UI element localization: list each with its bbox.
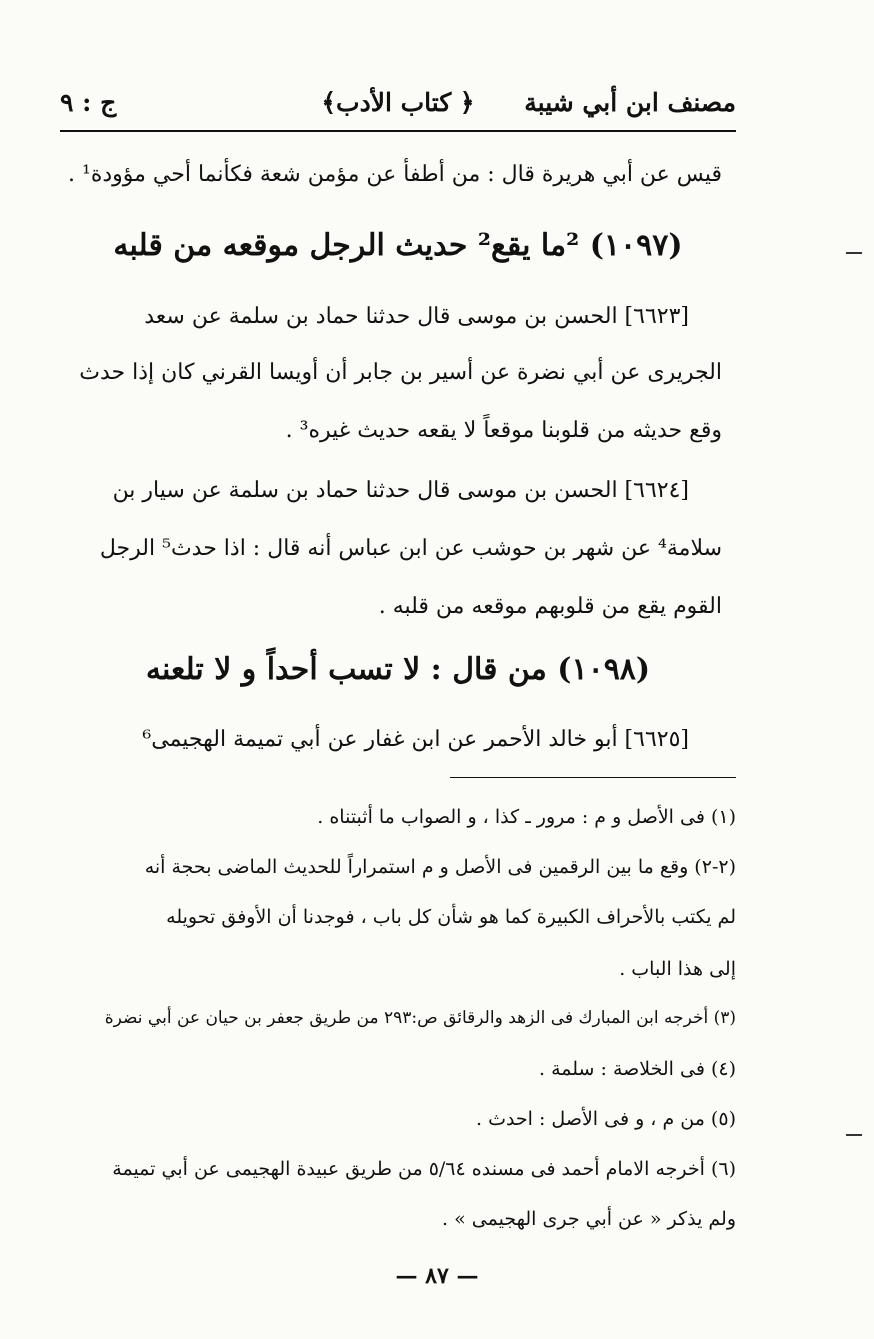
- page-number: — ٨٧ —: [395, 1263, 479, 1289]
- hadith-6624-line-3: القوم يقع من قلوبهم موقعه من قلبه .: [378, 594, 722, 619]
- hadith-6623-line-1: [٦٦٢٣] الحسن بن موسى قال حدثنا حماد بن سلمة عن سعد: [144, 304, 689, 329]
- header-rule: [60, 130, 736, 132]
- footnote-3: (٣) أخرجه ابن المبارك فى الزهد والرقائق ص:٢٩٣ من طريق جعفر بن حيان عن أبي نضرة: [104, 1008, 736, 1028]
- hadith-6624-line-1: [٦٦٢٤] الحسن بن موسى قال حدثنا حماد بن سلمة عن سيار بن: [112, 478, 689, 503]
- header-volume: ج : ٩: [60, 88, 117, 117]
- footnote-4: (٤) فى الخلاصة : سلمة .: [539, 1058, 736, 1080]
- hadith-6624-line-2: سلامة⁴ عن شهر بن حوشب عن ابن عباس أنه قال : اذا حدث⁵ الرجل: [99, 536, 722, 561]
- footnote-6-line-2: ولم يذكر « عن أبي جرى الهجيمى » .: [442, 1208, 736, 1230]
- chapter-heading-1098: (١٠٩٨) من قال : لا تسب أحداً و لا تلعنه: [145, 652, 651, 687]
- text-line: قيس عن أبي هريرة قال : من أطفأ عن مؤمن شعة فكأنما أحي مؤودة¹ .: [68, 162, 722, 187]
- header-chapter-title: ﴿ كتاب الأدب﴾: [321, 88, 475, 117]
- footnote-6-line-1: (٦) أخرجه الامام أحمد فى مسنده ٥/٦٤ من طريق عبيدة الهجيمى عن أبي تميمة: [112, 1158, 736, 1180]
- hadith-6623-line-2: الجريرى عن أبي نضرة عن أسير بن جابر أن أويسا القرني كان إذا حدث: [79, 360, 722, 385]
- chapter-heading-1097: (١٠٩٧) ²ما يقع² حديث الرجل موقعه من قلبه: [113, 228, 683, 263]
- margin-mark: [846, 1134, 862, 1136]
- footnote-2-3-line-3: إلى هذا الباب .: [619, 958, 736, 980]
- margin-mark: [846, 252, 862, 254]
- hadith-6623-line-3: وقع حديثه من قلوبنا موقعاً لا يقعه حديث غيره³ .: [285, 418, 722, 443]
- hadith-6625-line: [٦٦٢٥] أبو خالد الأحمر عن ابن غفار عن أبي تميمة الهجيمى⁶: [142, 727, 689, 752]
- footnote-5: (٥) من م ، و فى الأصل : احدث .: [475, 1108, 736, 1130]
- footnote-rule: [450, 777, 736, 778]
- footnote-2-3-line-2: لم يكتب بالأحراف الكبيرة كما هو شأن كل باب ، فوجدنا أن الأوفق تحويله: [166, 906, 736, 928]
- footnote-2-3-line-1: (٢-٢) وقع ما بين الرقمين فى الأصل و م استمراراً للحديث الماضى بحجة أنه: [144, 856, 736, 878]
- footnote-1: (١) فى الأصل و م : مرور ـ كذا ، و الصواب ما أثبتناه .: [317, 806, 736, 828]
- header-book-title: مصنف ابن أبي شيبة: [524, 88, 736, 117]
- running-header: [60, 88, 736, 128]
